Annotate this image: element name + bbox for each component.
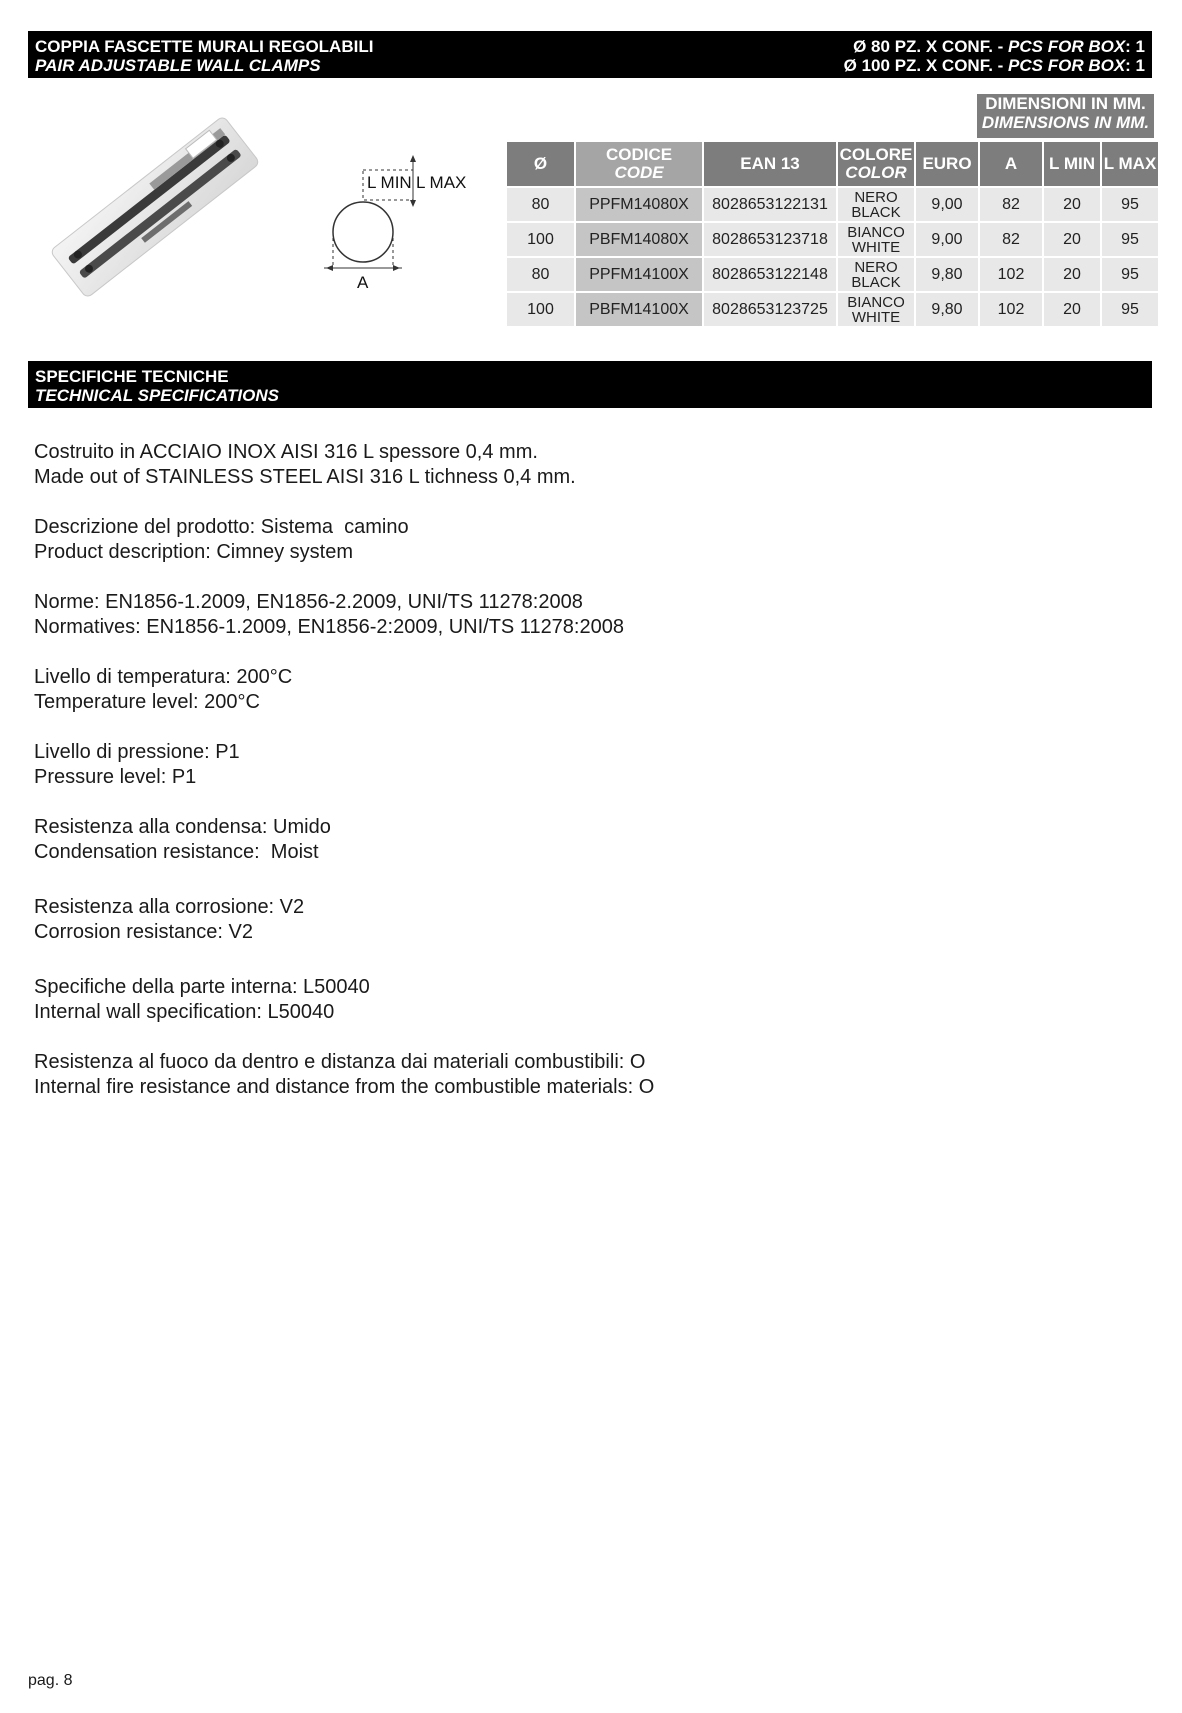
cell-lmin: 20: [1044, 223, 1100, 256]
cell-a: 82: [980, 188, 1042, 221]
cell-diameter: 80: [507, 188, 574, 221]
spec-text-en: Internal fire resistance and distance from the combustible materials: O: [34, 1076, 655, 1098]
page-number: pag. 8: [28, 1672, 73, 1689]
spec-text-it: Norme: EN1856-1.2009, EN1856-2.2009, UNI/TS 11278:2008: [34, 591, 583, 613]
label-a: A: [357, 273, 369, 290]
cell-code: PPFM14100X: [576, 258, 702, 291]
cell-code: PPFM14080X: [576, 188, 702, 221]
cell-lmin: 20: [1044, 188, 1100, 221]
label-lmax: L MAX: [416, 173, 467, 192]
cell-color: NERO BLACK: [838, 188, 914, 221]
table-header-row: [507, 142, 1158, 186]
cell-lmax: 95: [1102, 188, 1158, 221]
spec-text-it: Livello di pressione: P1: [34, 741, 240, 763]
product-title: [35, 37, 373, 75]
spec-material: [34, 440, 1134, 490]
spec-text-it: Descrizione del prodotto: Sistema camino: [34, 516, 409, 538]
cell-color: BIANCO WHITE: [838, 223, 914, 256]
cell-lmin: 20: [1044, 258, 1100, 291]
cell-code: PBFM14080X: [576, 223, 702, 256]
pack-info: [844, 37, 1145, 75]
spec-description: [34, 515, 1134, 565]
cell-color: BIANCO WHITE: [838, 293, 914, 326]
cell-ean: 8028653122131: [704, 188, 836, 221]
cell-euro: 9,00: [916, 223, 978, 256]
cell-a: 102: [980, 258, 1042, 291]
cell-code: PBFM14100X: [576, 293, 702, 326]
cell-color: NERO BLACK: [838, 258, 914, 291]
spec-text-it: Livello di temperatura: 200°C: [34, 666, 293, 688]
spec-text-it: Resistenza alla condensa: Umido: [34, 816, 331, 838]
col-code: CODICE CODE: [576, 142, 702, 186]
specifications-title: [35, 367, 279, 405]
pack-line-100: Ø 100 PZ. X CONF. - PCS FOR BOX: 1: [843, 56, 1145, 75]
col-ean: EAN 13: [704, 142, 836, 186]
product-title-en: PAIR ADJUSTABLE WALL CLAMPS: [35, 56, 321, 75]
clamp-diagram: [310, 150, 480, 290]
spec-text-it: Specifiche della parte interna: L50040: [34, 976, 370, 998]
cell-diameter: 100: [507, 223, 574, 256]
cell-diameter: 80: [507, 258, 574, 291]
table-row: [507, 293, 1158, 326]
spec-fire-resistance: [34, 1050, 1134, 1100]
cell-lmax: 95: [1102, 293, 1158, 326]
product-title-bar: [28, 31, 1152, 78]
dimensions-header-en: DIMENSIONS IN MM.: [981, 113, 1150, 132]
spec-pressure: [34, 740, 1134, 790]
cell-lmax: 95: [1102, 223, 1158, 256]
spec-internal-wall: [34, 975, 1134, 1025]
product-photo: [40, 100, 270, 315]
spec-text-en: Made out of STAINLESS STEEL AISI 316 L tichness 0,4 mm.: [34, 466, 576, 488]
col-diameter: Ø: [507, 142, 574, 186]
product-table: [505, 140, 1160, 328]
col-lmin: L MIN: [1044, 142, 1100, 186]
cell-euro: 9,00: [916, 188, 978, 221]
specifications-title-en: TECHNICAL SPECIFICATIONS: [35, 386, 279, 405]
cell-a: 82: [980, 223, 1042, 256]
spec-text-en: Corrosion resistance: V2: [34, 921, 253, 943]
spec-corrosion: [34, 895, 1134, 945]
label-lmin: L MIN: [367, 173, 412, 192]
spec-temperature: [34, 665, 1134, 715]
cell-lmax: 95: [1102, 258, 1158, 291]
cell-euro: 9,80: [916, 293, 978, 326]
cell-ean: 8028653123718: [704, 223, 836, 256]
col-lmax: L MAX: [1102, 142, 1158, 186]
col-euro: EURO: [916, 142, 978, 186]
cell-diameter: 100: [507, 293, 574, 326]
spec-text-en: Condensation resistance: Moist: [34, 841, 319, 863]
pack-line-80: Ø 80 PZ. X CONF. - PCS FOR BOX: 1: [853, 37, 1145, 56]
col-a: A: [980, 142, 1042, 186]
spec-norms: [34, 590, 1134, 640]
spec-text-en: Product description: Cimney system: [34, 541, 354, 563]
cell-lmin: 20: [1044, 293, 1100, 326]
specifications-list: [34, 440, 1134, 1125]
spec-text-en: Internal wall specification: L50040: [34, 1001, 335, 1023]
specifications-title-it: SPECIFICHE TECNICHE: [35, 367, 229, 386]
spec-text-it: Resistenza al fuoco da dentro e distanza dai materiali combustibili: O: [34, 1051, 646, 1073]
spec-condensation: [34, 815, 1134, 865]
cell-a: 102: [980, 293, 1042, 326]
table-row: [507, 223, 1158, 256]
specifications-title-bar: [28, 361, 1152, 408]
spec-text-it: Resistenza alla corrosione: V2: [34, 896, 305, 918]
cell-euro: 9,80: [916, 258, 978, 291]
table-row: [507, 188, 1158, 221]
spec-text-en: Pressure level: P1: [34, 766, 197, 788]
cell-ean: 8028653122148: [704, 258, 836, 291]
spec-text-it: Costruito in ACCIAIO INOX AISI 316 L spessore 0,4 mm.: [34, 441, 538, 463]
spec-text-en: Temperature level: 200°C: [34, 691, 260, 713]
spec-text-en: Normatives: EN1856-1.2009, EN1856-2:2009, UNI/TS 11278:2008: [34, 616, 624, 638]
dimensions-header-it: DIMENSIONI IN MM.: [985, 94, 1146, 113]
dimensions-header: [977, 94, 1154, 138]
product-title-it: COPPIA FASCETTE MURALI REGOLABILI: [35, 37, 374, 56]
table-row: [507, 258, 1158, 291]
cell-ean: 8028653123725: [704, 293, 836, 326]
col-color: COLORE COLOR: [838, 142, 914, 186]
